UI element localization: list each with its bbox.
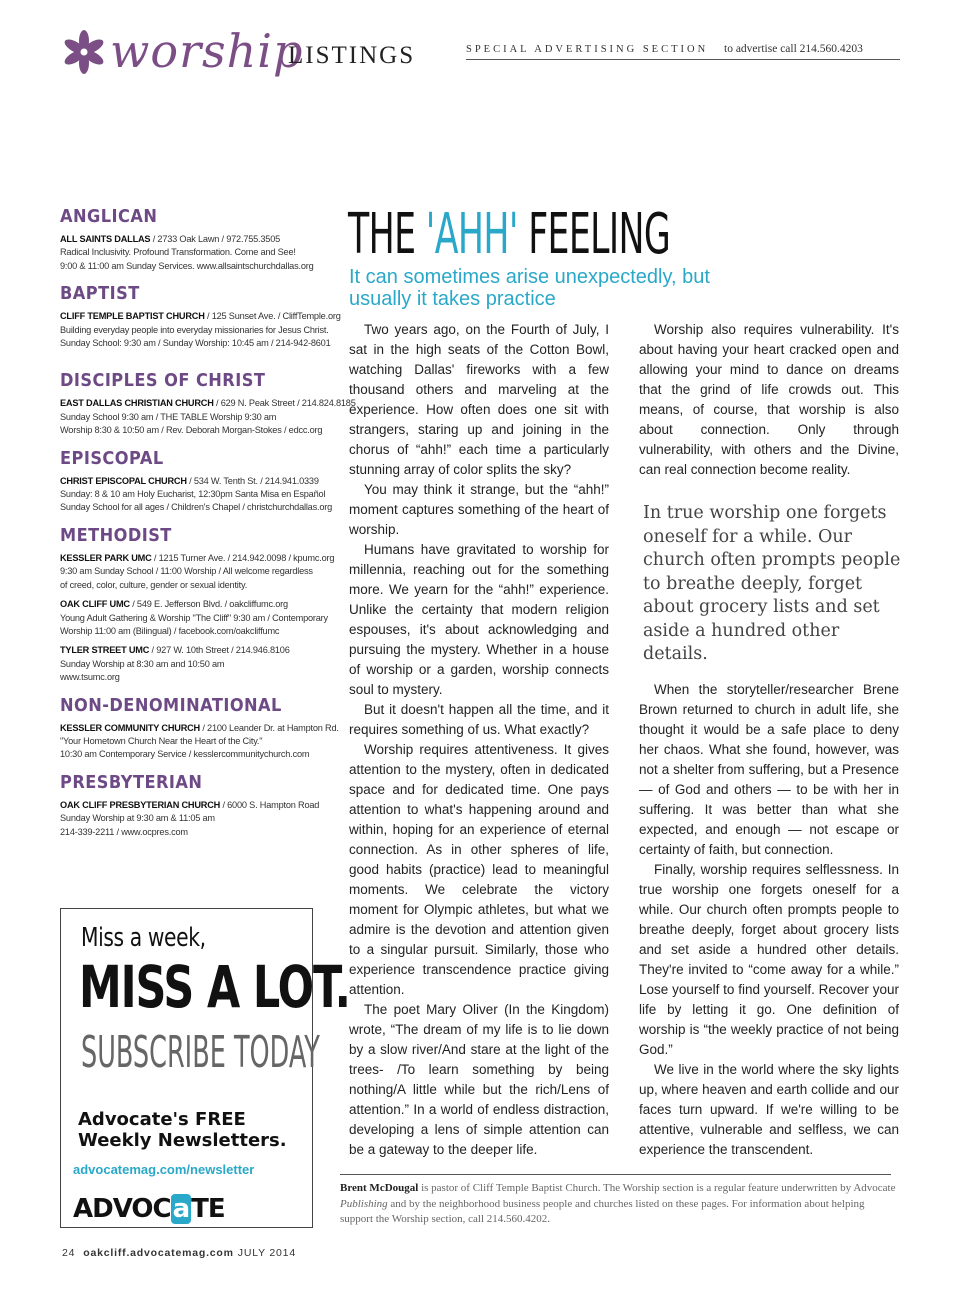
paragraph: We live in the world where the sky lights up, where heaven and earth collide and our faces turn upward. If we're willing to be attentive, vulnerable and selfless, we can experience the transcendent.: [639, 1062, 899, 1157]
bio-text-italic: Publishing: [340, 1197, 388, 1210]
listing-line: / 1215 Turner Ave. / 214.942.0098 / kpumc.org: [151, 552, 335, 563]
category-heading: EPISCOPAL: [60, 447, 164, 469]
listing-line: Worship 8:30 & 10:50 am / Rev. Deborah Morgan-Stokes / edcc.org: [60, 425, 323, 436]
author-name: Brent McDougal: [340, 1182, 419, 1194]
title-part: FEELING: [517, 202, 671, 267]
category-episcopal: [60, 448, 340, 515]
paragraph: Finally, worship requires selflessness. In true worship one forgets oneself for a while. Our church often prompts people to breathe deeply, forget about grocery lists and set aside a hundred other details. They're invited to “come away for a while.” Lose yourself to find yourself. Recover your life by letting it go. One definition of worship is “the weekly practice of not being God.”: [639, 862, 899, 1057]
category-heading: BAPTIST: [60, 283, 140, 305]
church-name: ALL SAINTS DALLAS: [60, 234, 151, 244]
paragraph: You may think it strange, but the “ahh!” moment captures something of the heart of worship.: [349, 482, 609, 537]
article-subtitle: It can sometimes arise unexpectedly, but usually it takes practice: [349, 266, 710, 310]
listing-line: 214-339-2211 / www.ocpres.com: [60, 826, 188, 837]
listing-line: / 549 E. Jefferson Blvd. / oakcliffumc.org: [129, 599, 288, 610]
ad-line-subscribe: SUBSCRIBE TODAY: [81, 1027, 320, 1078]
category-methodist: [60, 525, 340, 685]
church-name: CLIFF TEMPLE BAPTIST CHURCH: [60, 311, 205, 322]
bio-text: and by the neighborhood business people and churches listed on these pages. For information about helping support the Worship section, call 214.560.4202.: [340, 1197, 865, 1225]
site-url[interactable]: oakcliff.advocatemag.com: [83, 1247, 234, 1259]
bio-text: is pastor of Cliff Temple Baptist Church. The Worship section is a regular feature underwritten by Advocate: [418, 1182, 896, 1194]
paragraph: Two years ago, on the Fourth of July, I sat in the high seats of the Cotton Bowl, watching Dallas' fireworks with a few thousand others and marveling at the experience. How often does one sit with strangers, staring up and joining in the chorus of “ahh!” each time a particularly stunning array of color splits the sky?: [349, 322, 609, 477]
pull-quote: In true worship one forgets oneself for a while. Our church often prompts people to breathe deeply, forget about grocery lists and set aside a hundred other details.: [643, 503, 901, 664]
category-heading: PRESBYTERIAN: [60, 771, 203, 793]
listing-line: Sunday: 8 & 10 am Holy Eucharist, 12:30pm Santa Misa en Español: [60, 489, 326, 500]
listing-line: Young Adult Gathering & Worship "The Cliff" 9:30 am / Contemporary: [60, 612, 328, 623]
category-heading: NON-DENOMINATIONAL: [60, 694, 282, 716]
subscribe-ad[interactable]: [60, 908, 350, 1228]
category-heading: ANGLICAN: [60, 206, 158, 227]
listing-entry: [60, 397, 356, 437]
brand-script: worship: [110, 24, 304, 78]
listing-line: / 927 W. 10th Street / 214.946.8106: [149, 645, 290, 656]
listing-entry: [60, 799, 340, 839]
church-name: KESSLER COMMUNITY CHURCH: [60, 722, 200, 733]
listing-line: / 2733 Oak Lawn / 972.755.3505: [150, 234, 281, 244]
church-name: EAST DALLAS CHRISTIAN CHURCH: [60, 398, 214, 409]
logo-text: ADVOC: [73, 1194, 171, 1224]
listing-line: of creed, color, culture, gender or sexual identity.: [60, 579, 248, 590]
header-rule: [466, 59, 900, 60]
listing-line: / 534 W. Tenth St. / 214.941.0339: [186, 475, 319, 486]
listing-line: Building everyday people into everyday missionaries for Jesus Christ.: [60, 324, 329, 335]
category-nondenominational: [60, 695, 340, 762]
paragraph: The poet Mary Oliver (In the Kingdom) wrote, “The dream of my life is to lie down by a slow river/And stare at the light of the trees- /To learn something by being nothing/A little while but the rich/Lens of attention.” In a world of endless distraction, developing a lens of simple attention can be a gateway to the deeper life.: [349, 1002, 609, 1157]
issue-date: JULY 2014: [237, 1247, 296, 1259]
listing-line: Sunday Worship at 8:30 am and 10:50 am: [60, 658, 225, 669]
listing-line: Worship 11:00 am (Bilingual) / facebook.com/oakcliffumc: [60, 625, 280, 636]
listing-line: Sunday School: 9:30 am / Sunday Worship: 10:45 am / 214-942-8601: [60, 338, 331, 349]
listing-line: "Your Hometown Church Near the Heart of the City.": [60, 735, 263, 746]
category-baptist: [60, 283, 340, 350]
church-name: CHRIST EPISCOPAL CHURCH: [60, 475, 187, 486]
logo-text: TE: [191, 1194, 225, 1224]
paragraph: Humans have gravitated to worship for millennia, reaching out for the something more. We yearn for the “ahh!” experience. Unlike the certainty that modern religion espouses, it's about acknowledging and pursuing the mystery. Whether in a house of worship or a garden, worship connects soul to mystery.: [349, 542, 609, 697]
author-bio: [340, 1181, 896, 1228]
listing-line: Sunday School 9:30 am / THE TABLE Worship 9:30 am: [60, 411, 277, 422]
advocate-logo: [73, 1194, 225, 1224]
church-name: OAK CLIFF PRESBYTERIAN CHURCH: [60, 799, 221, 810]
page-number: 24: [62, 1247, 76, 1259]
church-name: KESSLER PARK UMC: [60, 552, 152, 563]
paragraph: But it doesn't happen all the time, and it requires something of us. What exactly?: [349, 702, 609, 737]
article-column-2-top: [639, 320, 899, 480]
ad-line-miss-a-week: Miss a week,: [81, 923, 206, 953]
listings-column: [60, 206, 356, 849]
article-column-1: [349, 320, 609, 1160]
listing-line: / 6000 S. Hampton Road: [220, 799, 320, 810]
category-heading: METHODIST: [60, 524, 172, 546]
bio-rule: [340, 1174, 891, 1175]
listing-line: www.tsumc.org: [60, 672, 120, 683]
ad-newsletter-text: [78, 1109, 287, 1151]
newsletter-link[interactable]: advocatemag.com/newsletter: [73, 1162, 255, 1177]
article-column-2-bottom: [639, 680, 899, 1160]
listing-line: 10:30 am Contemporary Service / kesslercommunitychurch.com: [60, 749, 310, 760]
masthead: [60, 22, 900, 82]
listing-entry: [60, 552, 340, 592]
title-part: THE: [348, 202, 426, 267]
paragraph: Worship requires attentiveness. It gives attention to the mystery, often in dedicated space and for dedicated time. One pays attention to what's happening around and within, hoping for an experience of eternal connection. As in other spheres of life, good habits (practice) lead to meaningful moments. We celebrate the victory moment for Olympic athletes, but what we admire is the devotion and attention given to a singular pursuit. Similarly, those who experience transcendence practice giving attention.: [349, 742, 609, 997]
listing-line: / 629 N. Peak Street / 214.824.8185: [213, 398, 356, 409]
brand-caps: LISTINGS: [288, 42, 416, 69]
listing-entry: [60, 310, 340, 350]
category-presbyterian: [60, 772, 340, 839]
listing-line: / 125 Sunset Ave. / CliffTemple.org: [204, 311, 341, 322]
listing-entry: [60, 475, 340, 515]
listing-line: Radical Inclusivity. Profound Transformation. Come and See!: [60, 247, 296, 258]
article-title: [348, 202, 671, 267]
ad-newsletter-line: Advocate's FREE: [78, 1109, 246, 1130]
page-footer: [62, 1247, 296, 1259]
section-label: SPECIAL ADVERTISING SECTION: [466, 44, 709, 55]
listing-line: 9:30 am Sunday School / 11:00 Worship / All welcome regardless: [60, 566, 313, 577]
ad-newsletter-line: Weekly Newsletters.: [78, 1130, 287, 1151]
listing-line: Sunday School for all ages / Children's Chapel / christchurchdallas.org: [60, 502, 333, 513]
category-heading: DISCIPLES OF CHRIST: [60, 370, 266, 392]
listing-line: Sunday Worship at 9:30 am & 11:05 am: [60, 813, 215, 824]
advertise-text: to advertise call 214.560.4203: [724, 43, 863, 55]
listing-entry: [60, 722, 340, 762]
flower-icon: [60, 28, 108, 76]
listing-line: 9:00 & 11:00 am Sunday Services. www.allsaintschurchdallas.org: [60, 260, 314, 271]
listing-entry: [60, 233, 340, 273]
category-anglican: [60, 206, 340, 273]
church-name: OAK CLIFF UMC: [60, 599, 130, 610]
church-name: TYLER STREET UMC: [60, 645, 150, 656]
title-accent: 'AHH': [425, 202, 518, 267]
ad-line-miss-a-lot: MISS A LOT.: [79, 953, 350, 1021]
listing-line: / 2100 Leander Dr. at Hampton Rd.: [200, 722, 339, 733]
listing-entry: [60, 644, 340, 684]
paragraph: When the storyteller/researcher Brene Brown returned to church in adult life, she thought it would be a safe place to deny her chaos. What she found, however, was not a shelter from suffering, but a Presence — of God and others — to be with her in suffering. It was better than what she expected, and enough — not escape or certainty of faith, but connection.: [639, 682, 899, 857]
listing-entry: [60, 598, 340, 638]
logo-accent: a: [172, 1194, 190, 1224]
paragraph: Worship also requires vulnerability. It's about having your heart cracked open and allowing your mind to dance on dreams that the grind of life crowds out. This means, of course, that worship is also about connection. Only through vulnerability, with others and the Divine, can real connection become reality.: [639, 322, 899, 477]
category-disciples: [60, 370, 356, 437]
